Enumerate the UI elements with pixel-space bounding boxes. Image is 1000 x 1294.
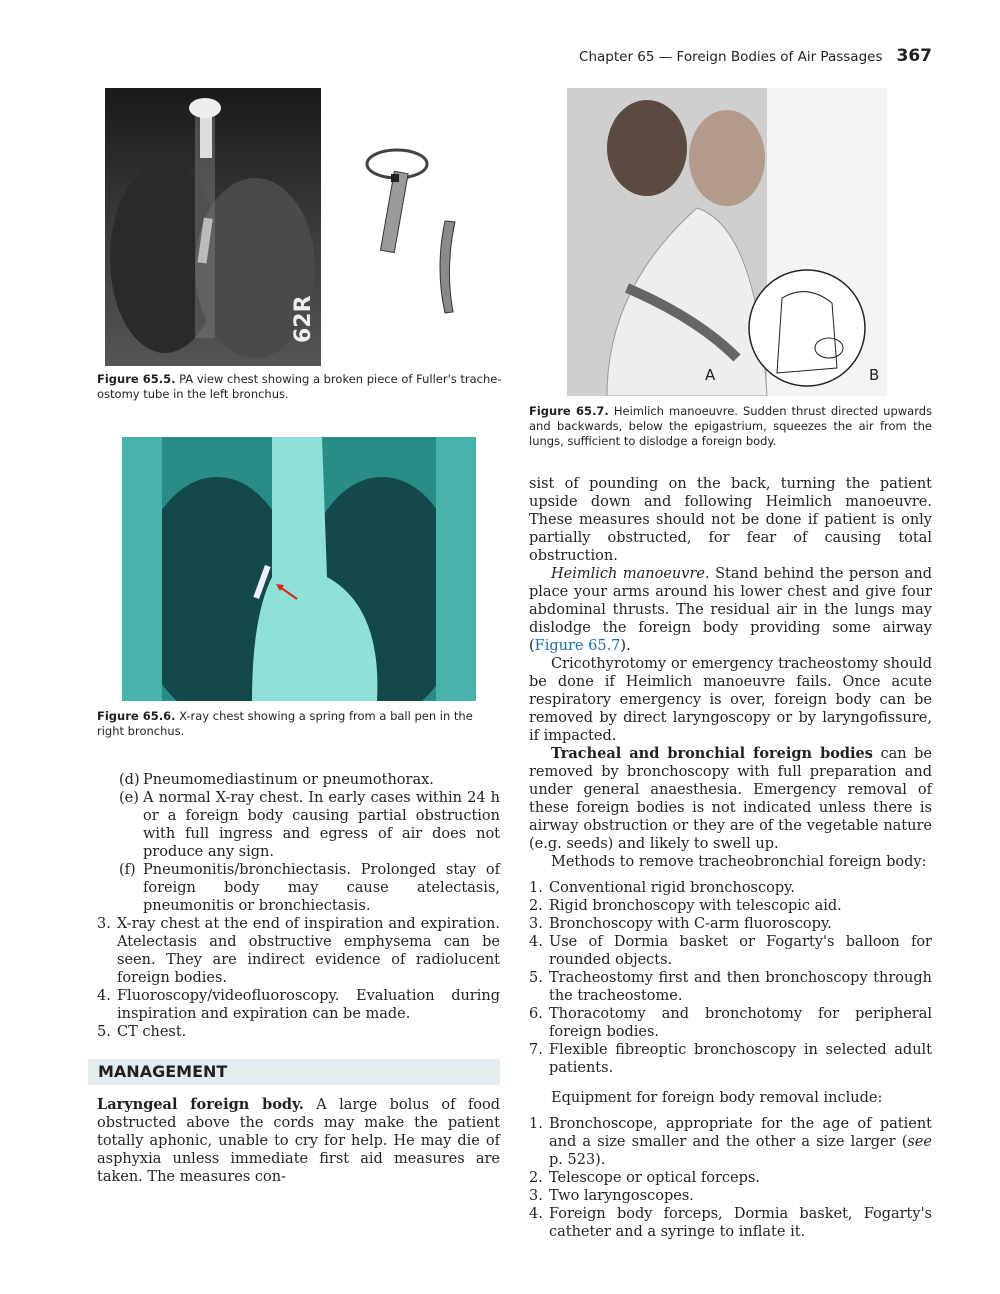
left-column-text [97,771,500,1041]
list-item [529,1205,932,1241]
item-marker: 1. [529,880,543,896]
xray-marking: 62R [291,295,316,343]
paragraph [529,745,932,853]
item-marker: 2. [529,1170,543,1186]
list-item [529,897,932,915]
equipment-intro: Equipment for foreign body removal include: [551,1090,883,1106]
section-heading: MANAGEMENT [98,1062,228,1081]
item-text: Pneumonitis/bronchiectasis. Prolonged stay of foreign body may cause atelectasis, pneumonitis or bronchiectasis. [143,862,500,914]
item-text: Flexible fibreoptic bronchoscopy in selected adult patients. [549,1042,932,1076]
section-heading-bar [88,1059,500,1085]
figure-65-7-image [567,88,887,396]
item-text: Tracheostomy first and then bronchoscopy through the tracheostome. [549,970,932,1004]
list-item [97,771,500,789]
list-item [97,789,500,861]
figure-link[interactable]: Figure 65.7 [534,638,621,654]
item-marker: 2. [529,898,543,914]
right-column-text [529,475,932,1241]
item-text: Foreign body forceps, Dormia basket, Fogarty's catheter and a syringe to inflate it. [549,1206,932,1240]
panel-b-label: B [869,366,880,384]
item-marker: (e) [119,790,139,806]
list-item [529,915,932,933]
item-text: X-ray chest at the end of inspiration and expiration. Atelectasis and obstructive emphysema can be seen. They are indirect evidence of radiolucent foreign bodies. [117,916,500,986]
item-marker: 3. [529,1188,543,1204]
list-item [529,1169,932,1187]
item-marker: 3. [97,916,111,932]
item-text: Two laryngoscopes. [549,1188,694,1204]
figure-65-5-caption [97,372,502,402]
paragraph: Cricothyrotomy or emergency tracheostomy should be done if Heimlich manoeuvre fails. Once acute respiratory emergency is over, foreign body can be removed by direct laryngoscopy or by laryngofissure, if impacted. [529,656,932,744]
item-text [549,1115,932,1169]
figure-label: Figure 65.6. [97,709,176,723]
figure-label: Figure 65.7. [529,404,609,418]
item-text-part: p. 523). [549,1152,606,1168]
caption-text: Heimlich manoeuvre. Sudden thrust directed upwards and backwards, below the epigastrium, squeezes the air from the lungs, sufficient to dislodge a foreign body. [529,404,933,448]
item-text: CT chest. [117,1024,187,1040]
methods-intro: Methods to remove tracheobronchial foreign body: [551,854,927,870]
item-text: Rigid bronchoscopy with telescopic aid. [549,898,842,914]
list-item [97,1023,500,1041]
equipment-list [529,1115,932,1241]
laryngeal-paragraph [97,1096,500,1186]
item-text: Pneumomediastinum or pneumothorax. [143,772,434,788]
item-marker: 4. [529,934,543,950]
item-text-part: Bronchoscope, appropriate for the age of patient and a size smaller and the other a size larger ( [549,1116,932,1150]
list-item [529,969,932,1005]
figure-65-5-image [105,88,501,366]
methods-list [529,879,932,1077]
paragraph [529,565,932,655]
figure-label: Figure 65.5. [97,372,176,386]
list-item: 1. Bronchoscope, appropriate for the age of patient and a size smaller and the other a size larger (see p. 523). [529,1116,932,1168]
paragraph-text: Stand behind the person and place your arms around his lower chest and give four abdominal thrusts. The residual air in the lungs may dislodge the foreign body providing some airway ( [529,566,933,654]
list-item [529,933,932,969]
item-text: Telescope or optical forceps. [549,1170,760,1186]
list-item [97,915,500,987]
page-number: 367 [896,46,932,66]
item-marker: 4. [529,1206,543,1222]
paragraph-title: Laryngeal foreign body. [97,1096,304,1113]
item-marker: 5. [529,970,543,986]
item-marker: (d) [119,772,140,788]
figure-65-7-caption [529,404,932,449]
paragraph-text: can be removed by bronchoscopy with full preparation and under general anaesthesia. Emergency removal of these foreign bodies is not indicated unless there is airway obstruction or they are of the vegetable nature (e.g. seeds) and likely to swell up. [529,746,933,852]
item-text: Conventional rigid bronchoscopy. [549,880,795,896]
list-item [529,879,932,897]
chapter-title: Chapter 65 — Foreign Bodies of Air Passages [579,49,883,65]
figure-65-6-image [122,437,476,701]
caption-text: X-ray chest showing a spring from a ball pen in the right bronchus. [97,709,473,738]
paragraph-text: A large bolus of food obstructed above the cords may make the patient totally aphonic, unable to cry for help. He may die of asphyxia unless immediate first aid measures are taken. The measures con- [97,1097,500,1185]
item-marker: 6. [529,1006,543,1022]
item-marker: 5. [97,1024,111,1040]
italic-lead: Heimlich manoeuvre. [551,566,710,582]
bold-lead: Tracheal and bronchial foreign bodies [551,745,873,762]
figure-65-6-caption [97,709,502,739]
list-item [97,987,500,1023]
running-header [560,46,932,66]
item-text: Use of Dormia basket or Fogarty's balloon for rounded objects. [549,934,932,968]
list-item [529,1041,932,1077]
item-text: Bronchoscopy with C-arm fluoroscopy. [549,916,832,932]
list-item [97,861,500,915]
item-text: Fluoroscopy/videofluoroscopy. Evaluation during inspiration and expiration can be made. [117,988,500,1022]
paragraph: sist of pounding on the back, turning the patient upside down and following Heimlich manoeuvre. These measures should not be done if patient is only partially obstructed, for fear of causing total obstruction. [529,476,932,564]
list-item [529,1187,932,1205]
panel-a-label: A [705,366,716,384]
item-text: A normal X-ray chest. In early cases within 24 h or a foreign body causing partial obstruction with full ingress and egress of air does not produce any sign. [143,790,500,860]
list-item [529,1005,932,1041]
item-text: Thoracotomy and bronchotomy for peripheral foreign bodies. [549,1006,932,1040]
item-marker: 3. [529,916,543,932]
caption-text: PA view chest showing a broken piece of Fuller's trache-ostomy tube in the left bronchus. [97,372,502,401]
item-marker: 7. [529,1042,543,1058]
item-marker: (f) [119,862,136,878]
paragraph-end: ). [620,638,631,654]
item-marker: 4. [97,988,111,1004]
see-italic: see [907,1134,932,1150]
